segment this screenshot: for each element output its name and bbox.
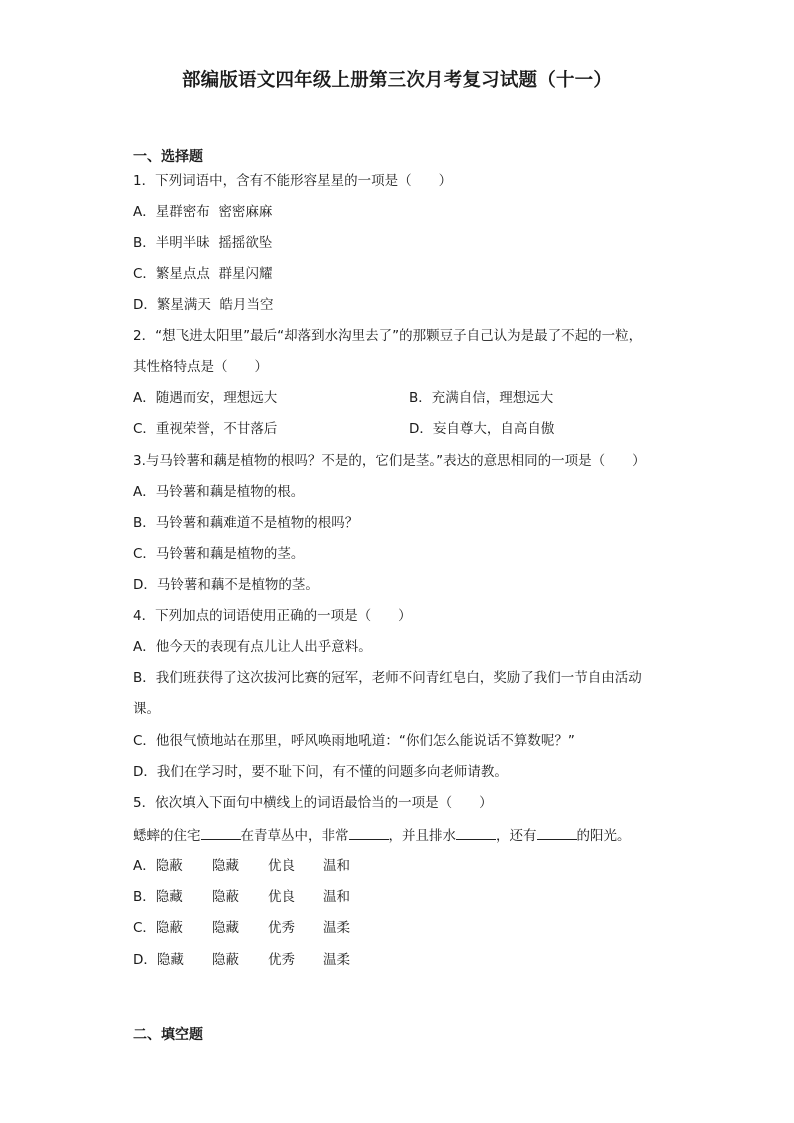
q5-option-b-word-1: B．隐藏 [133, 889, 183, 905]
page-title: 部编版语文四年级上册第三次月考复习试题（十一） [181, 70, 613, 91]
q1-option-b: B．半明半昧 摇摇欲坠 [133, 235, 273, 251]
q2-option-c: C．重视荣誉，不甘落后 [133, 421, 278, 437]
q5-fill-sentence [133, 825, 631, 846]
q1-option-a: A．星群密布 密密麻麻 [133, 204, 273, 220]
q5-option-c-word-3: 优秀 [268, 920, 295, 936]
q5-blank-1 [201, 825, 241, 840]
q5-sentence-part-1: 蟋蟀的住宅 [133, 828, 201, 844]
q4-option-b-line2: 课。 [133, 701, 160, 717]
question-1-stem: 1．下列词语中，含有不能形容星星的一项是（ ） [133, 173, 453, 189]
q5-blank-3 [456, 825, 496, 840]
q5-sentence-part-2: 在青草丛中，非常 [240, 828, 349, 844]
q5-option-d-word-1: D．隐藏 [133, 952, 184, 968]
q2-option-a: A．随遇而安，理想远大 [133, 390, 278, 406]
question-2-stem-line2: 其性格特点是（ ） [133, 359, 268, 375]
q3-option-c: C．马铃薯和藕是植物的茎。 [133, 546, 305, 562]
q1-option-c: C．繁星点点 群星闪耀 [133, 266, 273, 282]
q1-option-d: D．繁星满天 皓月当空 [133, 297, 274, 313]
q5-blank-4 [537, 825, 577, 840]
q5-option-a-word-2: 隐藏 [212, 858, 239, 874]
q5-option-b-word-4: 温和 [323, 889, 350, 905]
question-5-stem: 5．依次填入下面句中横线上的词语最恰当的一项是（ ） [133, 795, 493, 811]
q5-option-d-word-2: 隐蔽 [212, 952, 239, 968]
q5-option-b-word-3: 优良 [268, 889, 295, 905]
q2-option-b: B．充满自信，理想远大 [409, 390, 554, 406]
q4-option-a: A．他今天的表现有点儿让人出乎意料。 [133, 639, 372, 655]
section-heading-fill: 二、填空题 [133, 1027, 203, 1043]
q5-option-a-word-1: A．隐蔽 [133, 858, 183, 874]
q5-option-c-word-2: 隐藏 [212, 920, 239, 936]
q5-sentence-part-3: ，并且排水 [388, 828, 456, 844]
q4-option-b-line1: B．我们班获得了这次拔河比赛的冠军，老师不问青红皂白，奖励了我们一节自由活动 [133, 670, 642, 686]
question-2-stem-line1: 2．“想飞进太阳里”最后“却落到水沟里去了”的那颗豆子自己认为是最了不起的一粒， [133, 328, 643, 344]
q5-option-a-word-4: 温和 [323, 858, 350, 874]
q4-option-d: D．我们在学习时，要不耻下问，有不懂的问题多向老师请教。 [133, 764, 508, 780]
section-heading-choice: 一、选择题 [133, 149, 203, 165]
q5-sentence-part-5: 的阳光。 [576, 828, 631, 844]
q4-option-c: C．他很气愤地站在那里，呼风唤雨地吼道：“你们怎么能说话不算数呢？” [133, 733, 575, 749]
q5-option-b-word-2: 隐蔽 [212, 889, 239, 905]
question-4-stem: 4．下列加点的词语使用正确的一项是（ ） [133, 608, 412, 624]
q5-option-a-word-3: 优良 [268, 858, 295, 874]
q5-option-c-word-4: 温柔 [323, 920, 350, 936]
q5-sentence-part-4: ，还有 [496, 828, 537, 844]
q5-blank-2 [349, 825, 389, 840]
q3-option-d: D．马铃薯和藕不是植物的茎。 [133, 577, 319, 593]
q5-option-c-word-1: C．隐蔽 [133, 920, 183, 936]
q3-option-b: B．马铃薯和藕难道不是植物的根吗？ [133, 515, 359, 531]
q5-option-d-word-3: 优秀 [268, 952, 295, 968]
q3-option-a: A．马铃薯和藕是植物的根。 [133, 484, 305, 500]
q2-option-d: D．妄自尊大，自高自傲 [409, 421, 555, 437]
q5-option-d-word-4: 温柔 [323, 952, 350, 968]
question-3-stem: 3.与马铃薯和藕是植物的根吗？不是的，它们是茎。”表达的意思相同的一项是（ ） [133, 453, 646, 469]
